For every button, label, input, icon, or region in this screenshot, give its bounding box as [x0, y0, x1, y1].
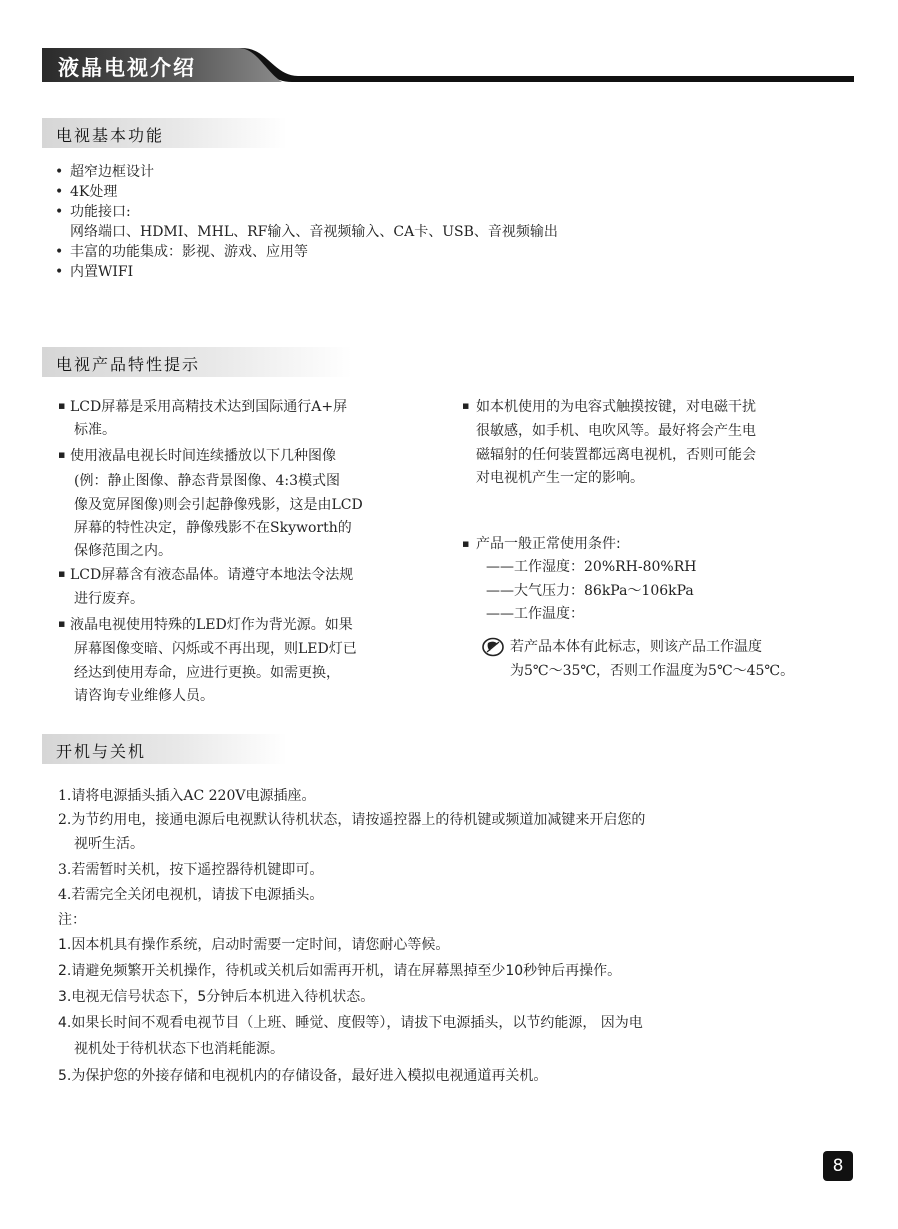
condition-line: ——大气压力：86kPa～106kPa — [486, 583, 694, 599]
step-line: 视听生活。 — [74, 836, 144, 852]
section-title: 开机与关机 — [56, 742, 147, 761]
list-item: 内置WIFI — [70, 264, 134, 280]
step-line: 3.若需暂时关机，按下遥控器待机键即可。 — [58, 862, 324, 878]
energy-mark-icon — [482, 637, 504, 657]
condition-line: ——工作湿度：20%RH-80%RH — [486, 559, 697, 575]
tip-line: 屏幕的特性决定，静像残影不在Skyworth的 — [74, 520, 352, 536]
note-line: 1.因本机具有操作系统，启动时需要一定时间，请您耐心等候。 — [58, 937, 450, 953]
list-item: 超窄边框设计 — [70, 164, 154, 180]
tip-line: (例：静止图像、静态背景图像、4:3模式图 — [74, 473, 340, 489]
step-line: 2.为节约用电，接通电源后电视默认待机状态，请按遥控器上的待机键或频道加减键来开启您的 — [58, 812, 646, 828]
step-line: 4.若需完全关闭电视机，请拔下电源插头。 — [58, 887, 324, 903]
banner-title: 液晶电视介绍 — [58, 56, 196, 80]
note-label: 注： — [58, 912, 86, 928]
tip-line: 经达到使用寿命，应进行更换。如需更换， — [74, 665, 340, 681]
note-line: 视机处于待机状态下也消耗能源。 — [74, 1041, 284, 1057]
bullet: • — [55, 244, 64, 260]
bullet: ▪ — [58, 448, 66, 461]
tip-line: 液晶电视使用特殊的LED灯作为背光源。如果 — [70, 617, 353, 633]
bullet: ▪ — [462, 399, 470, 412]
bullet: • — [55, 184, 64, 200]
tip-line: 很敏感，如手机、电吹风等。最好将会产生电 — [476, 423, 756, 439]
note-line: 2.请避免频繁开关机操作，待机或关机后如需再开机，请在屏幕黑掉至少10秒钟后再操作。 — [58, 963, 622, 979]
section-heading-power-on-off — [42, 734, 287, 764]
tip-line: LCD屏幕含有液态晶体。请遵守本地法令法规 — [70, 567, 354, 583]
tip-line: 对电视机产生一定的影响。 — [476, 470, 644, 486]
list-item: 4K处理 — [70, 184, 118, 200]
note-line: 4.如果长时间不观看电视节目（上班、睡觉、度假等），请拔下电源插头，以节约能源， 因为电 — [58, 1015, 643, 1031]
note-line: 5.为保护您的外接存储和电视机内的存储设备，最好进入模拟电视通道再关机。 — [58, 1068, 548, 1084]
tip-line: 像及宽屏图像)则会引起静像残影，这是由LCD — [74, 497, 363, 513]
list-item: 丰富的功能集成：影视、游戏、应用等 — [70, 244, 308, 260]
bullet: ▪ — [58, 399, 66, 412]
tip-line: 保修范围之内。 — [74, 543, 172, 559]
note-line: 3.电视无信号状态下，5分钟后本机进入待机状态。 — [58, 989, 375, 1005]
conditions-title: 产品一般正常使用条件: — [476, 536, 621, 552]
section-title: 电视基本功能 — [56, 126, 165, 145]
list-item: 功能接口: — [70, 204, 131, 220]
tip-line: 如本机使用的为电容式触摸按键，对电磁干扰 — [476, 399, 756, 415]
bullet: ▪ — [58, 567, 66, 580]
step-line: 1.请将电源插头插入AC 220V电源插座。 — [58, 788, 316, 804]
tip-line: LCD屏幕是采用高精技术达到国际通行A+屏 — [70, 399, 348, 415]
bullet: • — [55, 164, 64, 180]
condition-line: ——工作温度： — [486, 606, 584, 622]
tip-line: 进行废弃。 — [74, 591, 144, 607]
list-item: 网络端口、HDMI、MHL、RF输入、音视频输入、CA卡、USB、音视频输出 — [70, 224, 558, 240]
bullet: ▪ — [58, 617, 66, 630]
bullet: • — [55, 204, 64, 220]
tip-line: 标准。 — [74, 422, 116, 438]
page-number: 8 — [823, 1151, 853, 1181]
temperature-note: 为5℃～35℃，否则工作温度为5℃～45℃。 — [510, 663, 795, 679]
header-banner — [42, 46, 854, 86]
tip-line: 磁辐射的任何装置都远离电视机，否则可能会 — [476, 447, 756, 463]
tip-line: 使用液晶电视长时间连续播放以下几种图像 — [70, 448, 336, 464]
bullet: • — [55, 264, 64, 280]
section-heading-basic-functions — [42, 118, 287, 148]
section-title: 电视产品特性提示 — [56, 355, 201, 374]
section-heading-product-tips — [42, 347, 352, 377]
tip-line: 屏幕图像变暗、闪烁或不再出现，则LED灯已 — [74, 641, 357, 657]
tip-line: 请咨询专业维修人员。 — [74, 688, 214, 704]
bullet: ▪ — [462, 537, 470, 550]
temperature-note: 若产品本体有此标志，则该产品工作温度 — [510, 639, 762, 655]
